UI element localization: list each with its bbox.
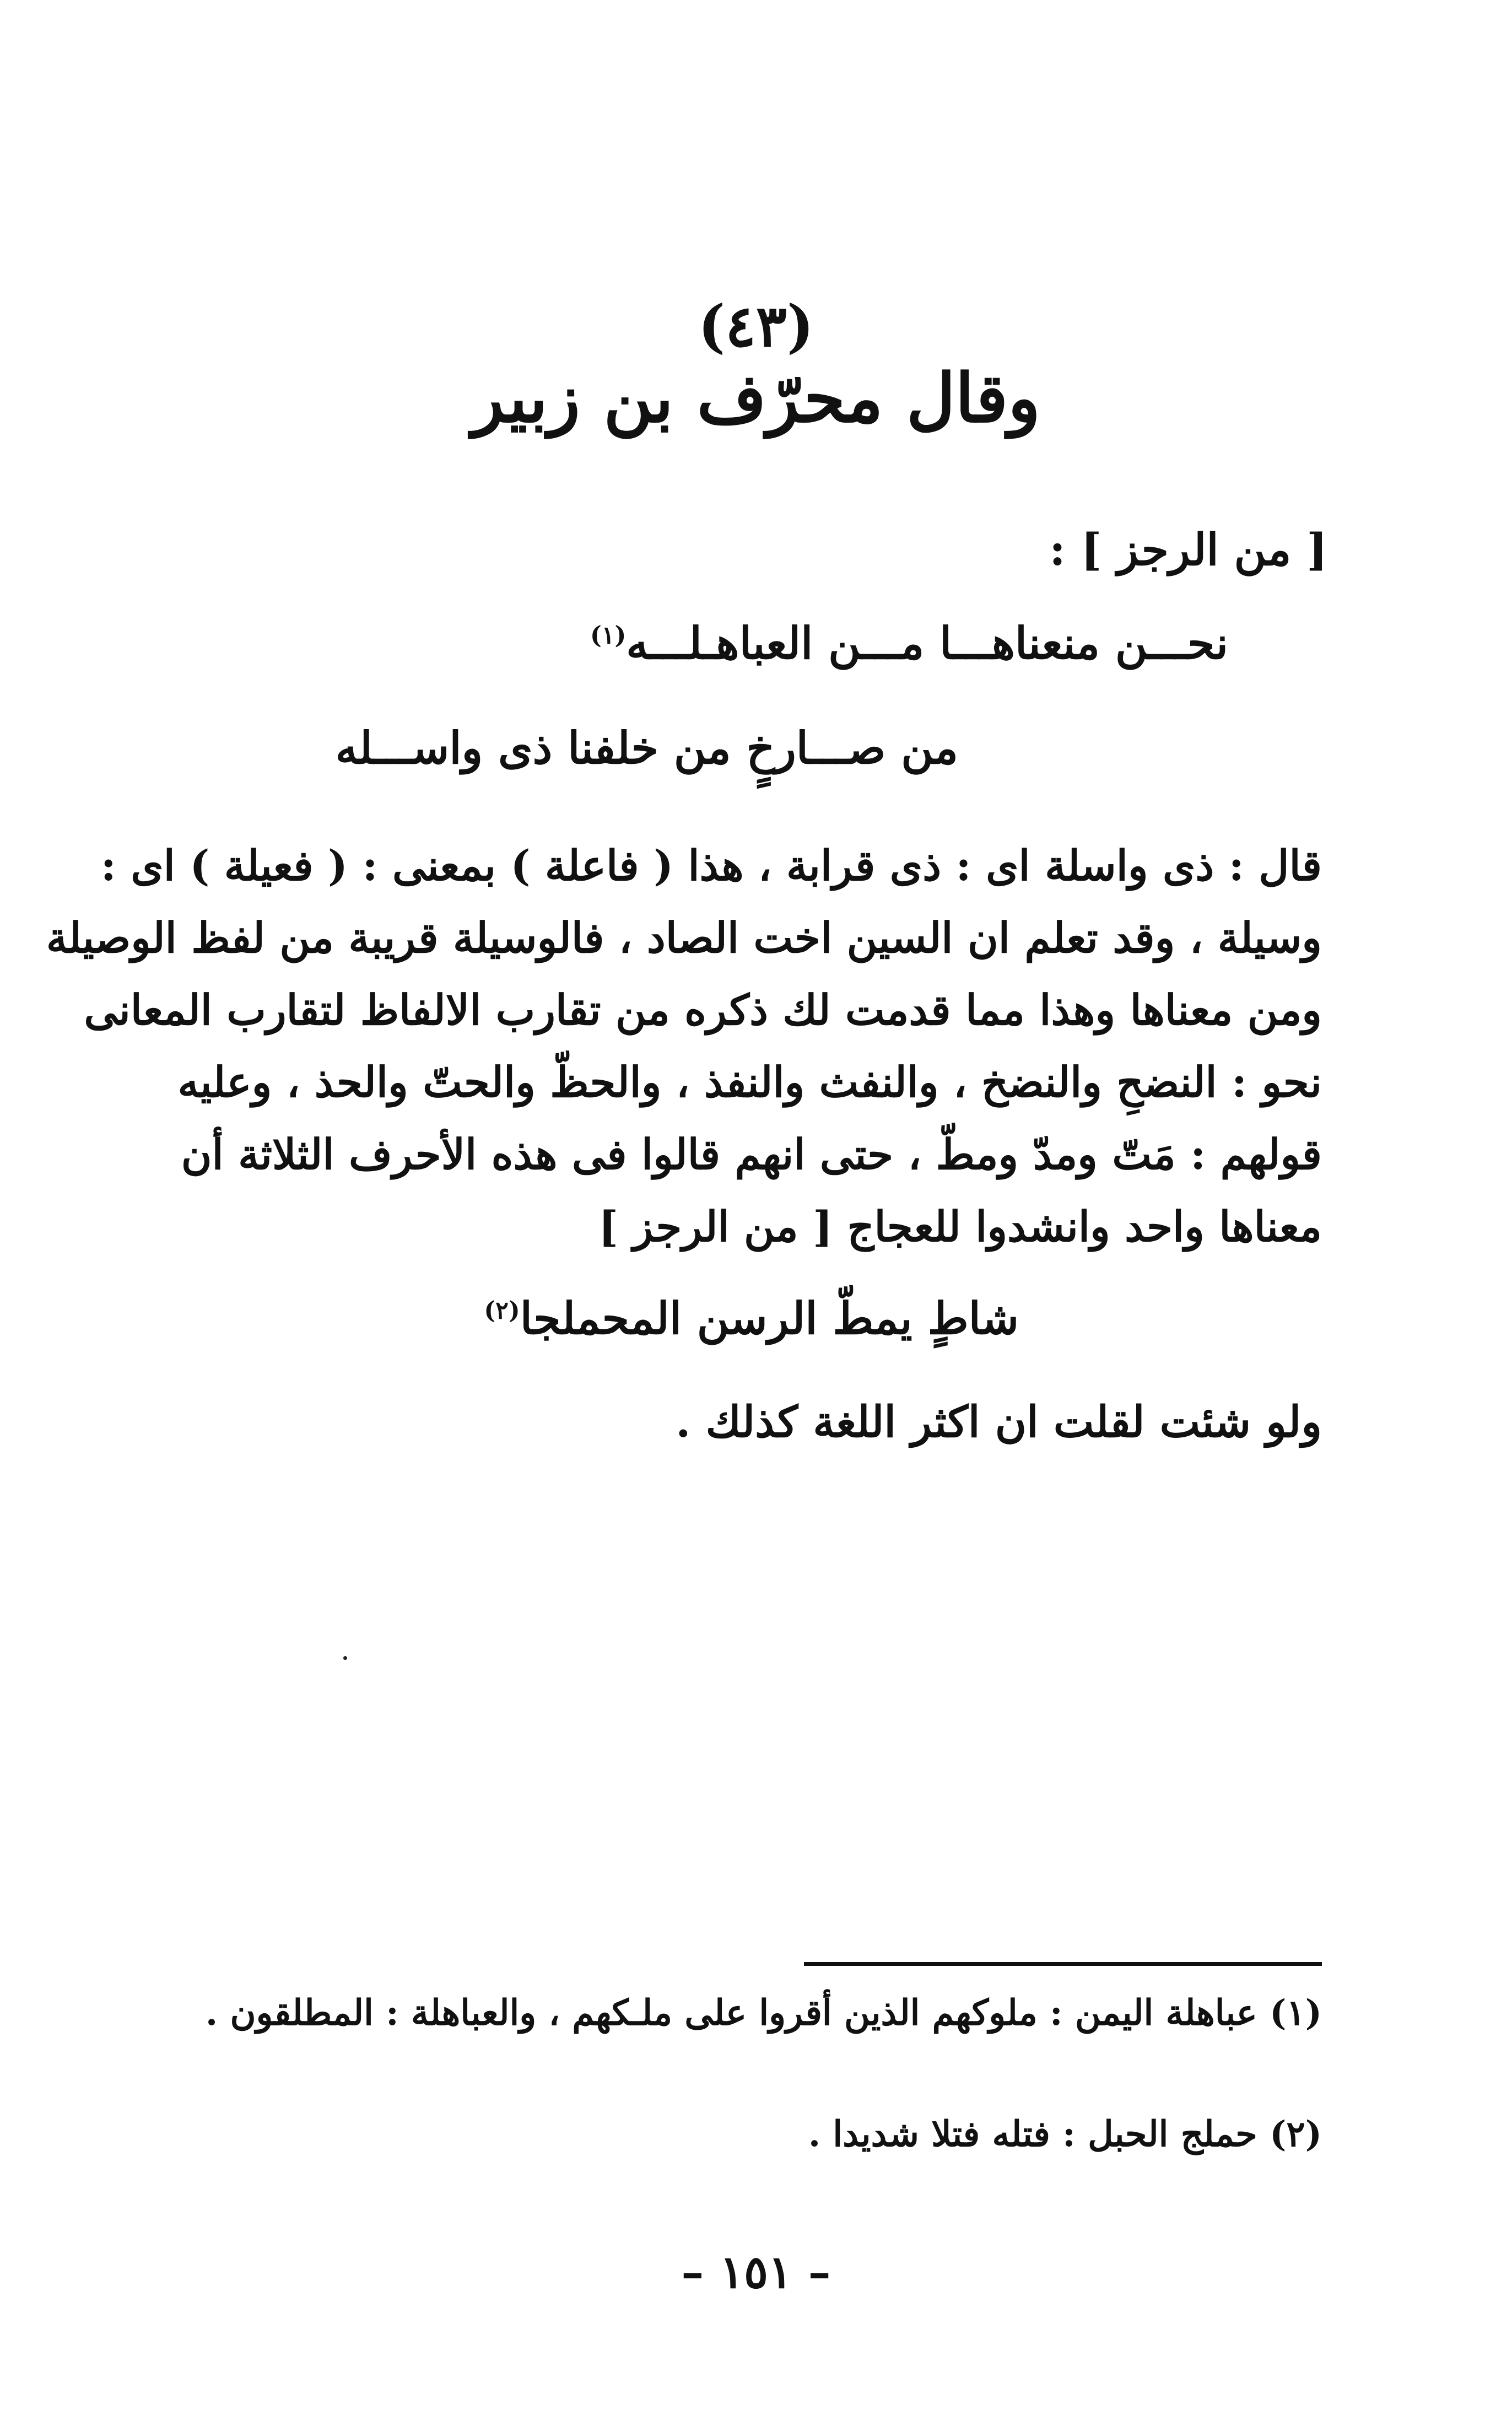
poem-title: وقال محرّف بن زبير xyxy=(471,358,1041,438)
commentary-line: وسيلة ، وقد تعلم ان السين اخت الصاد ، فالوسيلة قريبة من لفظ الوصيلة xyxy=(46,913,1322,962)
footnote-2: (٢) حملج الحبل : فتله فتلا شديدا . xyxy=(808,2114,1322,2155)
quoted-verse xyxy=(484,1292,1019,1344)
ink-speck xyxy=(343,1656,347,1660)
footnote-separator xyxy=(804,1962,1322,1966)
footnote-1: (١) عباهلة اليمن : ملوكهم الذين أقروا على ملـكهم ، والعباهلة : المطلقون . xyxy=(205,1992,1322,2034)
verse-line-1-text: نحـــن منعناهـــا مـــن العباهـلـــه xyxy=(626,617,1228,669)
commentary-line: قولهم : مَتّ ومدّ ومطّ ، حتى انهم قالوا فى هذه الأحرف الثلاثة أن xyxy=(181,1130,1322,1179)
commentary-line: ومن معناها وهذا مما قدمت لك ذكره من تقارب الالفاظ لتقارب المعانى xyxy=(84,985,1322,1034)
closing-sentence: ولو شئت لقلت ان اكثر اللغة كذلك . xyxy=(676,1397,1322,1447)
poem-number: (٤٣) xyxy=(698,292,814,360)
page-number: – ١٥١ – xyxy=(681,2246,831,2299)
commentary-line: معناها واحد وانشدوا للعجاج [ من الرجز ] xyxy=(598,1202,1322,1251)
footnote-ref-1: (١) xyxy=(590,621,627,650)
verse-line-2: من صـــارخٍ من خلفنا ذى واســـله xyxy=(335,722,958,774)
meter-label: [ من الرجز ] : xyxy=(1049,524,1327,575)
footnote-ref-2: (٢) xyxy=(484,1296,520,1325)
verse-line-1 xyxy=(590,617,1228,669)
commentary-line: نحو : النضحِ والنضخ ، والنفث والنفذ ، والحظّ والحتّ والحذ ، وعليه xyxy=(177,1058,1322,1107)
quoted-verse-text: شاطٍ يمطّ الرسن المحملجا xyxy=(520,1292,1019,1344)
commentary-line: قال : ذى واسلة اى : ذى قرابة ، هذا ( فاعلة ) بمعنى : ( فعيلة ) اى : xyxy=(100,841,1322,890)
commentary-paragraph xyxy=(46,829,1322,1263)
